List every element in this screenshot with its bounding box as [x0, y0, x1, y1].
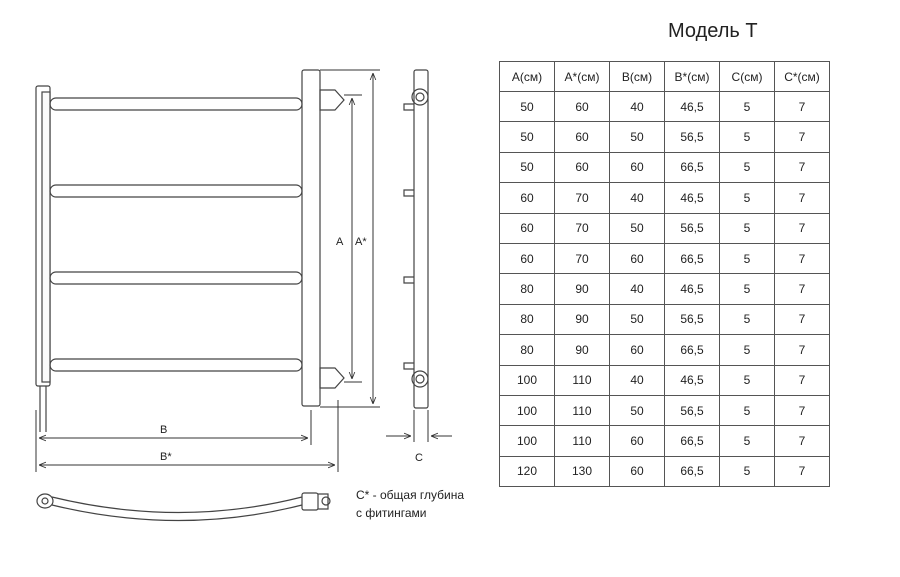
table-cell: 100 [500, 395, 555, 425]
dimension-b [36, 400, 338, 472]
table-cell: 50 [500, 122, 555, 152]
table-cell: 66,5 [665, 152, 720, 182]
table-cell: 70 [555, 213, 610, 243]
table-cell: 5 [720, 426, 775, 456]
table-cell: 70 [555, 243, 610, 273]
table-cell: 56,5 [665, 122, 720, 152]
table-cell: 7 [775, 92, 830, 122]
table-row [500, 304, 830, 334]
table-cell: 80 [500, 274, 555, 304]
table-cell: 5 [720, 395, 775, 425]
table-cell: 90 [555, 335, 610, 365]
table-cell: 80 [500, 335, 555, 365]
table-cell: 110 [555, 395, 610, 425]
table-cell: 7 [775, 304, 830, 334]
table-cell: 60 [555, 152, 610, 182]
left-post-cap [42, 92, 50, 382]
table-cell: 5 [720, 152, 775, 182]
table-cell: 7 [775, 243, 830, 273]
dimension-a-label: A [336, 236, 344, 248]
table-cell: 5 [720, 365, 775, 395]
depth-note [356, 486, 464, 522]
table-cell: 80 [500, 304, 555, 334]
table-cell: 50 [500, 92, 555, 122]
top-view-right-fitting [302, 493, 318, 510]
side-post [414, 70, 428, 408]
table-cell: 50 [500, 152, 555, 182]
table-cell: 110 [555, 426, 610, 456]
table-cell: 100 [500, 365, 555, 395]
table-cell: 7 [775, 213, 830, 243]
table-cell: 60 [500, 243, 555, 273]
table-cell: 5 [720, 92, 775, 122]
depth-note-line-1: C* - общая глубина [356, 488, 465, 502]
table-cell: 7 [775, 365, 830, 395]
rung-3 [50, 272, 302, 284]
table-row [500, 183, 830, 213]
table-cell: 60 [555, 122, 610, 152]
table-cell: 130 [555, 456, 610, 486]
table-cell: 5 [720, 183, 775, 213]
right-post [302, 70, 320, 406]
table-row [500, 122, 830, 152]
table-cell: 120 [500, 456, 555, 486]
table-row [500, 152, 830, 182]
dimension-c-label: C [415, 452, 423, 464]
table-cell: 56,5 [665, 213, 720, 243]
table-cell: 90 [555, 304, 610, 334]
top-view [37, 493, 330, 521]
table-cell: 60 [555, 92, 610, 122]
dimensions-table [499, 61, 830, 487]
depth-note-line-2: с фитингами [356, 506, 427, 520]
table-cell: 5 [720, 456, 775, 486]
table-row [500, 456, 830, 486]
column-header: C(см) [720, 62, 775, 92]
rungs [50, 98, 302, 371]
top-view-rail [52, 497, 302, 513]
table-cell: 56,5 [665, 304, 720, 334]
side-view [404, 70, 428, 408]
dimension-b-star-label: B* [160, 451, 172, 463]
table-cell: 7 [775, 183, 830, 213]
table-cell: 60 [610, 152, 665, 182]
table-cell: 50 [610, 122, 665, 152]
table-cell: 5 [720, 122, 775, 152]
table-cell: 66,5 [665, 243, 720, 273]
table-cell: 50 [610, 213, 665, 243]
table-row [500, 243, 830, 273]
table-row [500, 92, 830, 122]
table-cell: 60 [610, 335, 665, 365]
table-cell: 66,5 [665, 456, 720, 486]
dimension-c [386, 410, 452, 442]
table-cell: 46,5 [665, 92, 720, 122]
table-cell: 5 [720, 213, 775, 243]
table-cell: 60 [500, 213, 555, 243]
table-cell: 5 [720, 335, 775, 365]
column-header: A(см) [500, 62, 555, 92]
table-cell: 56,5 [665, 395, 720, 425]
front-view [36, 70, 344, 432]
table-cell: 60 [610, 426, 665, 456]
table-cell: 40 [610, 92, 665, 122]
table-cell: 60 [500, 183, 555, 213]
top-fitting [320, 90, 344, 110]
table-cell: 7 [775, 335, 830, 365]
table-cell: 7 [775, 122, 830, 152]
table-cell: 7 [775, 456, 830, 486]
column-header: C*(см) [775, 62, 830, 92]
column-header: B(см) [610, 62, 665, 92]
table-cell: 40 [610, 274, 665, 304]
table-header-row [500, 62, 830, 92]
table-body [500, 92, 830, 487]
table-cell: 66,5 [665, 426, 720, 456]
table-cell: 5 [720, 243, 775, 273]
table-cell: 60 [610, 456, 665, 486]
table-cell: 40 [610, 183, 665, 213]
top-view-left-end [37, 494, 53, 508]
table-cell: 7 [775, 395, 830, 425]
table-row [500, 426, 830, 456]
table-cell: 7 [775, 274, 830, 304]
column-header: A*(см) [555, 62, 610, 92]
dimension-a-star-label: A* [355, 236, 367, 248]
table-cell: 60 [610, 243, 665, 273]
table-cell: 46,5 [665, 365, 720, 395]
table-cell: 7 [775, 426, 830, 456]
table-cell: 50 [610, 304, 665, 334]
rung-4 [50, 359, 302, 371]
bottom-fitting [320, 368, 344, 388]
rung-2 [50, 185, 302, 197]
table-row [500, 335, 830, 365]
table-cell: 100 [500, 426, 555, 456]
table-cell: 46,5 [665, 274, 720, 304]
table-cell: 40 [610, 365, 665, 395]
dimension-a [320, 70, 380, 407]
model-title: Модель Т [668, 20, 758, 42]
table-cell: 66,5 [665, 335, 720, 365]
table-row [500, 213, 830, 243]
table-row [500, 365, 830, 395]
table-cell: 50 [610, 395, 665, 425]
table-row [500, 395, 830, 425]
table-cell: 5 [720, 274, 775, 304]
table-cell: 5 [720, 304, 775, 334]
column-header: B*(см) [665, 62, 720, 92]
table-cell: 110 [555, 365, 610, 395]
table-row [500, 274, 830, 304]
table-cell: 7 [775, 152, 830, 182]
table-cell: 70 [555, 183, 610, 213]
rung-1 [50, 98, 302, 110]
table-cell: 90 [555, 274, 610, 304]
dimension-b-label: B [160, 424, 168, 436]
table-cell: 46,5 [665, 183, 720, 213]
